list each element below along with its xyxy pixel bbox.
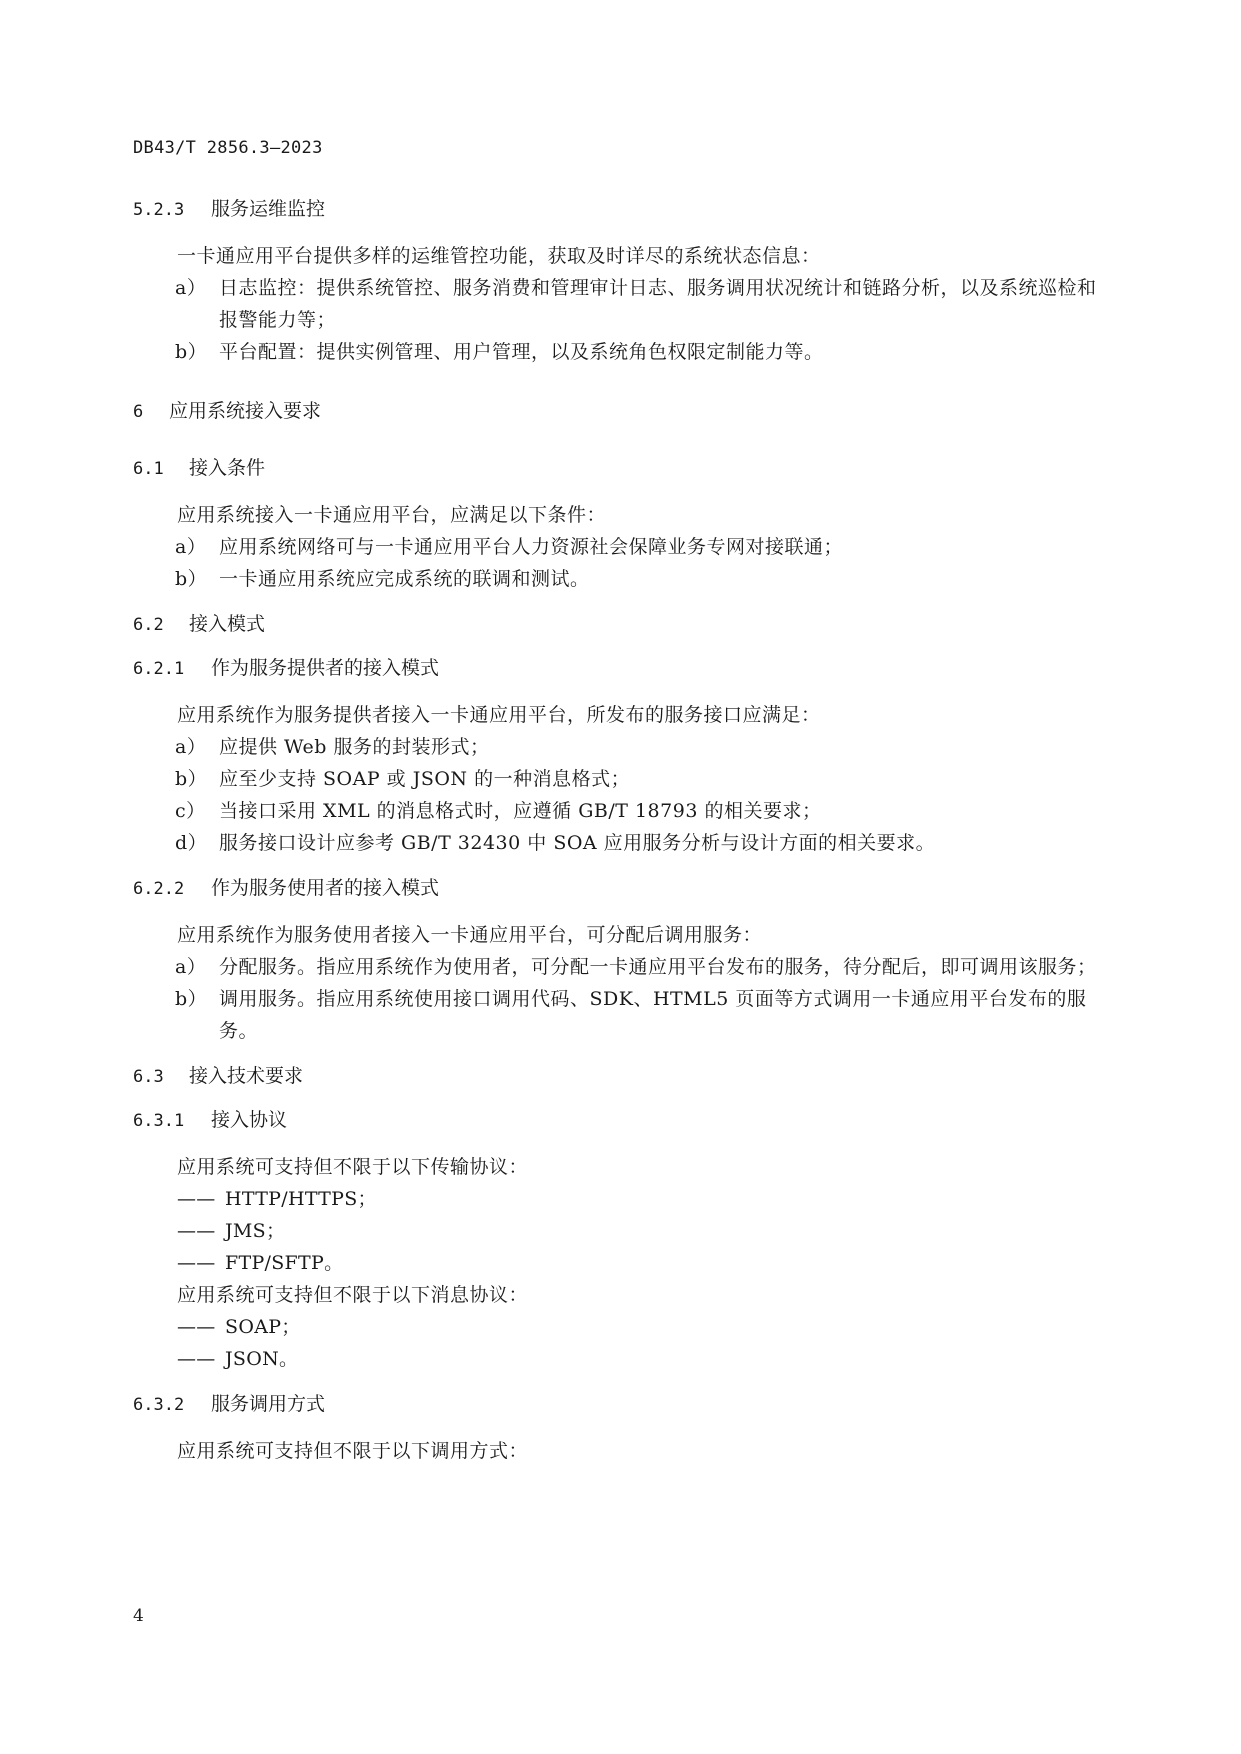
heading-title: 接入条件: [189, 457, 266, 479]
list-text: 当接口采用 XML 的消息格式时，应遵循 GB/T 18793 的相关要求；: [219, 800, 822, 822]
heading-number: 6.3.1: [133, 1111, 185, 1131]
list-text: 平台配置：提供实例管理、用户管理，以及系统角色权限定制能力等。: [219, 341, 824, 363]
dash-marker: ——: [177, 1348, 216, 1370]
heading-title: 作为服务使用者的接入模式: [211, 877, 440, 899]
list-item: [133, 272, 1110, 336]
list-item: [133, 531, 1110, 563]
list-marker: b）: [175, 988, 208, 1010]
list-item: [133, 763, 1110, 795]
dash-marker: ——: [177, 1252, 216, 1274]
dash-list-text: JMS；: [225, 1220, 286, 1242]
page-number: 4: [133, 1606, 144, 1626]
paragraph: 应用系统作为服务使用者接入一卡通应用平台，可分配后调用服务：: [177, 924, 763, 946]
list-marker: a）: [175, 736, 207, 758]
list-marker: b）: [175, 568, 208, 590]
list-item: [133, 983, 1110, 1047]
dash-marker: ——: [177, 1316, 216, 1338]
dash-list-item: [133, 1311, 1110, 1343]
heading-title: 应用系统接入要求: [169, 400, 322, 422]
list-marker: b）: [175, 768, 208, 790]
heading-number: 6.1: [133, 459, 164, 479]
dash-list-item: [133, 1247, 1110, 1279]
dash-list-text: SOAP；: [225, 1316, 301, 1338]
page-content: [133, 196, 1110, 1467]
heading-number: 6.2.1: [133, 659, 185, 679]
heading-number: 5.2.3: [133, 200, 185, 220]
list-text: 分配服务。指应用系统作为使用者，可分配一卡通应用平台发布的服务，待分配后，即可调用该服务；: [219, 956, 1097, 978]
list-marker: a）: [175, 277, 207, 299]
document-code-header: DB43/T 2856.3—2023: [133, 138, 323, 158]
paragraph: 应用系统作为服务提供者接入一卡通应用平台，所发布的服务接口应满足：: [177, 704, 821, 726]
heading-6-3-1: [133, 1107, 1110, 1134]
list-text: 调用服务。指应用系统使用接口调用代码、SDK、HTML5 页面等方式调用一卡通应用平台发布的服务。: [219, 988, 1087, 1042]
heading-6-1: [133, 455, 1110, 482]
heading-6-2-2: [133, 875, 1110, 902]
heading-title: 服务调用方式: [211, 1393, 326, 1415]
list-marker: d）: [175, 832, 208, 854]
list-item: [133, 731, 1110, 763]
dash-list-item: [133, 1183, 1110, 1215]
heading-number: 6.2: [133, 615, 164, 635]
heading-6: [133, 398, 1110, 425]
list-marker: a）: [175, 956, 207, 978]
heading-title: 接入模式: [189, 613, 266, 635]
heading-6-2-1: [133, 655, 1110, 682]
heading-5-2-3: [133, 196, 1110, 223]
list-item: [133, 563, 1110, 595]
dash-marker: ——: [177, 1188, 216, 1210]
list-marker: c）: [175, 800, 206, 822]
list-text: 应至少支持 SOAP 或 JSON 的一种消息格式；: [219, 768, 631, 790]
dash-list-text: FTP/SFTP。: [225, 1252, 344, 1274]
heading-6-2: [133, 611, 1110, 638]
heading-title: 作为服务提供者的接入模式: [211, 657, 440, 679]
dash-marker: ——: [177, 1220, 216, 1242]
heading-number: 6: [133, 402, 144, 422]
list-marker: b）: [175, 341, 208, 363]
list-marker: a）: [175, 536, 207, 558]
list-text: 一卡通应用系统应完成系统的联调和测试。: [219, 568, 590, 590]
list-text: 应提供 Web 服务的封装形式；: [219, 736, 490, 758]
heading-number: 6.3.2: [133, 1395, 185, 1415]
list-item: [133, 951, 1110, 983]
heading-number: 6.3: [133, 1067, 164, 1087]
list-text: 日志监控：提供系统管控、服务消费和管理审计日志、服务调用状况统计和链路分析，以及系统巡检和报警能力等；: [219, 277, 1097, 331]
heading-title: 接入协议: [211, 1109, 288, 1131]
dash-list-text: HTTP/HTTPS；: [225, 1188, 377, 1210]
list-text: 服务接口设计应参考 GB/T 32430 中 SOA 应用服务分析与设计方面的相关要求。: [219, 832, 936, 854]
paragraph: 应用系统可支持但不限于以下传输协议：: [177, 1156, 529, 1178]
list-item: [133, 336, 1110, 368]
paragraph: 应用系统接入一卡通应用平台，应满足以下条件：: [177, 504, 607, 526]
heading-number: 6.2.2: [133, 879, 185, 899]
heading-title: 服务运维监控: [211, 198, 326, 220]
dash-list-item: [133, 1343, 1110, 1375]
list-item: [133, 827, 1110, 859]
list-item: [133, 795, 1110, 827]
heading-title: 接入技术要求: [189, 1065, 304, 1087]
paragraph: 应用系统可支持但不限于以下消息协议：: [177, 1284, 529, 1306]
dash-list-item: [133, 1215, 1110, 1247]
paragraph: 应用系统可支持但不限于以下调用方式：: [177, 1440, 529, 1462]
heading-6-3-2: [133, 1391, 1110, 1418]
list-text: 应用系统网络可与一卡通应用平台人力资源社会保障业务专网对接联通；: [219, 536, 844, 558]
paragraph: 一卡通应用平台提供多样的运维管控功能，获取及时详尽的系统状态信息：: [177, 245, 821, 267]
heading-6-3: [133, 1063, 1110, 1090]
dash-list-text: JSON。: [225, 1348, 299, 1370]
